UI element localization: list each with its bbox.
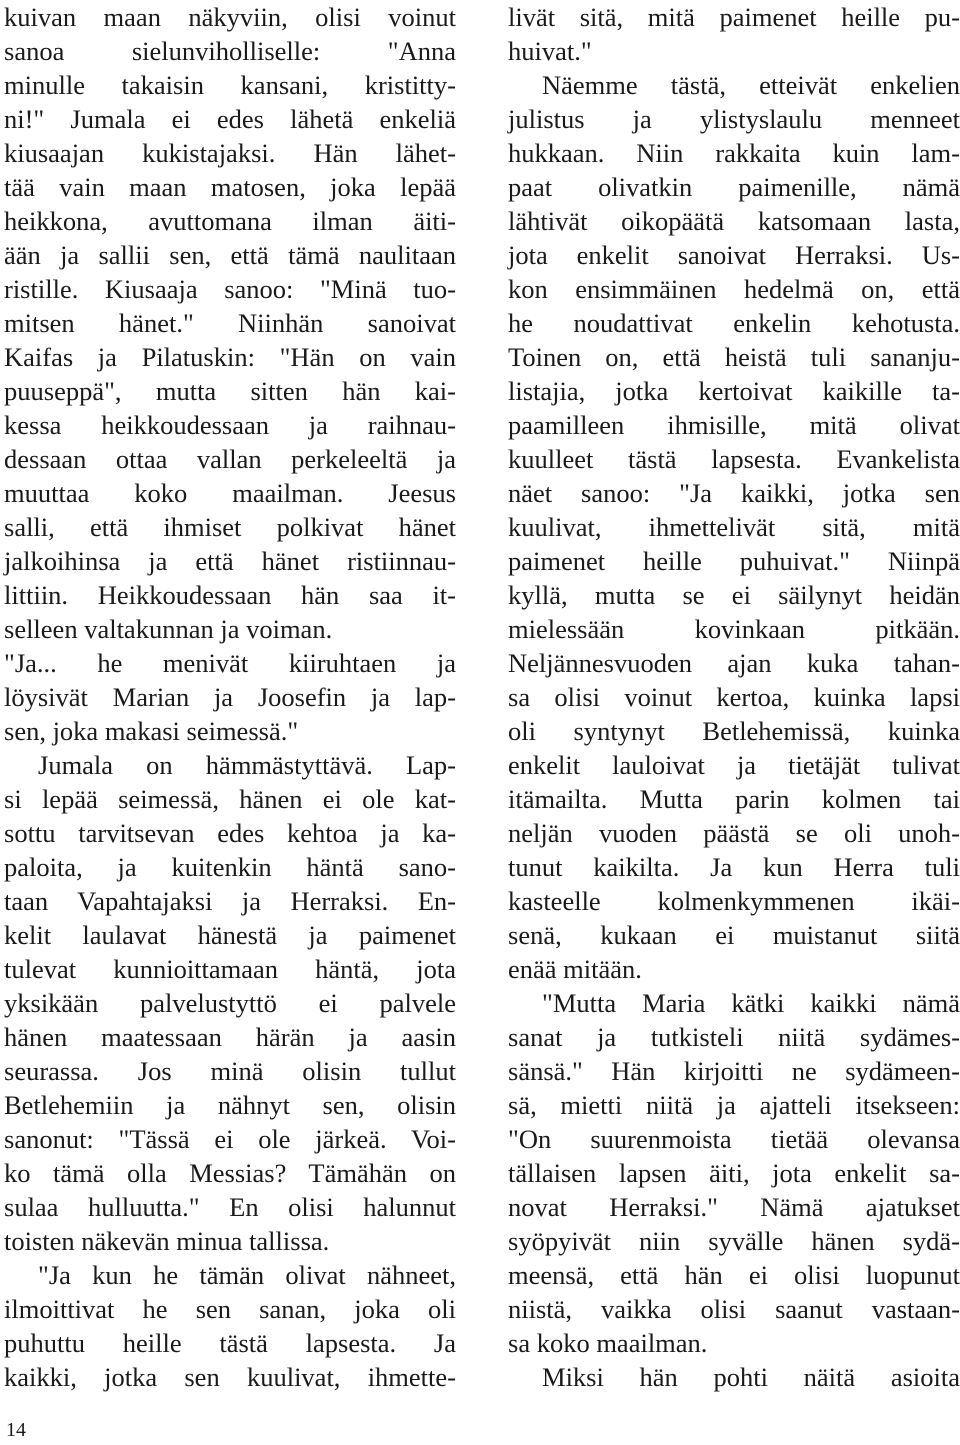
text-line: hukkaan. Niin rakkaita kuin lam-: [508, 138, 960, 168]
text-line: he noudattivat enkelin kehotusta.: [508, 308, 960, 338]
text-line: sanonut: "Tässä ei ole järkeä. Voi-: [4, 1124, 456, 1154]
text-line: oli syntynyt Betlehemissä, kuinka: [508, 716, 960, 746]
text-line: itämailta. Mutta parin kolmen tai: [508, 784, 960, 814]
text-line: taan Vapahtajaksi ja Herraksi. En-: [4, 886, 456, 916]
text-line: minulle takaisin kansani, kristitty-: [4, 70, 456, 100]
text-line: paat olivatkin paimenille, nämä: [508, 172, 960, 202]
text-line: näet sanoo: "Ja kaikki, jotka sen: [508, 478, 960, 508]
text-line: sanoa sielunviholliselle: "Anna: [4, 36, 456, 66]
text-line: Jumala on hämmästyttävä. Lap-: [38, 750, 456, 780]
text-line: kon ensimmäinen hedelmä on, että: [508, 274, 960, 304]
text-line: julistus ja ylistyslaulu menneet: [508, 104, 960, 134]
text-line: hänen maatessaan härän ja aasin: [4, 1022, 456, 1052]
text-line: novat Herraksi." Nämä ajatukset: [508, 1192, 960, 1222]
text-line: Kaifas ja Pilatuskin: "Hän on vain: [4, 342, 456, 372]
text-line: sen, joka makasi seimessä.": [4, 716, 299, 746]
text-line: jota enkelit sanoivat Herraksi. Us-: [508, 240, 960, 270]
text-line: paloita, ja kuitenkin häntä sano-: [4, 852, 456, 882]
text-line: ilmoittivat he sen sanan, joka oli: [4, 1294, 456, 1324]
text-line: tunut kaikilta. Ja kun Herra tuli: [508, 852, 960, 882]
text-line: Betlehemiin ja nähnyt sen, olisin: [4, 1090, 456, 1120]
text-line: Neljännesvuoden ajan kuka tahan-: [508, 648, 960, 678]
text-line: heikkona, avuttomana ilman äiti-: [4, 206, 456, 236]
text-line: "Mutta Maria kätki kaikki nämä: [542, 988, 960, 1018]
text-line: Toinen on, että heistä tuli sananju-: [508, 342, 960, 372]
text-line: ään ja sallii sen, että tämä naulitaan: [4, 240, 456, 270]
text-line: ko tämä olla Messias? Tämähän on: [4, 1158, 456, 1188]
text-line: salli, että ihmiset polkivat hänet: [4, 512, 456, 542]
text-line: Miksi hän pohti näitä asioita: [542, 1362, 960, 1392]
text-line: kessa heikkoudessaan ja raihnau-: [4, 410, 456, 440]
text-line: kaikki, jotka sen kuulivat, ihmette-: [4, 1362, 456, 1392]
text-line: sanat ja tutkisteli niitä sydämes-: [508, 1022, 960, 1052]
text-line: enkelit lauloivat ja tietäjät tulivat: [508, 750, 960, 780]
page-number: 14: [6, 1419, 26, 1441]
text-line: lähtivät oikopäätä katsomaan lasta,: [508, 206, 960, 236]
text-line: puhuttu heille tästä lapsesta. Ja: [4, 1328, 456, 1358]
text-line: "Ja... he menivät kiiruhtaen ja: [4, 648, 456, 678]
text-line: ni!" Jumala ei edes lähetä enkeliä: [4, 104, 456, 134]
left-text-column: [4, 0, 456, 1394]
text-line: "Ja kun he tämän olivat nähneet,: [38, 1260, 456, 1290]
text-line: Näemme tästä, etteivät enkelien: [542, 70, 960, 100]
text-line: livät sitä, mitä paimenet heille pu-: [508, 2, 960, 32]
text-line: toisten näkevän minua tallissa.: [4, 1226, 330, 1256]
text-line: si lepää seimessä, hänen ei ole kat-: [4, 784, 456, 814]
text-line: sulaa hulluutta." En olisi halunnut: [4, 1192, 456, 1222]
text-line: syöpyivät niin syvälle hänen sydä-: [508, 1226, 960, 1256]
text-line: senä, kukaan ei muistanut siitä: [508, 920, 960, 950]
text-line: sa koko maailman.: [508, 1328, 708, 1358]
text-line: mitsen hänet." Niinhän sanoivat: [4, 308, 456, 338]
text-line: ristille. Kiusaaja sanoo: "Minä tuo-: [4, 274, 456, 304]
text-line: kuivan maan näkyviin, olisi voinut: [4, 2, 456, 32]
text-line: muuttaa koko maailman. Jeesus: [4, 478, 456, 508]
text-line: kasteelle kolmenkymmenen ikäi-: [508, 886, 960, 916]
text-line: sänsä." Hän kirjoitti ne sydämeen-: [508, 1056, 960, 1086]
text-line: huivat.": [508, 36, 592, 66]
text-line: niistä, vaikka olisi saanut vastaan-: [508, 1294, 960, 1324]
text-line: sottu tarvitsevan edes kehtoa ja ka-: [4, 818, 456, 848]
text-line: kyllä, mutta se ei säilynyt heidän: [508, 580, 960, 610]
text-line: littiin. Heikkoudessaan hän saa it-: [4, 580, 456, 610]
text-line: paimenet heille puhuivat." Niinpä: [508, 546, 960, 576]
text-line: enää mitään.: [508, 954, 642, 984]
text-line: kiusaajan kukistajaksi. Hän lähet-: [4, 138, 456, 168]
text-line: puuseppä", mutta sitten hän kai-: [4, 376, 456, 406]
right-text-column: [508, 0, 960, 1394]
text-line: jalkoihinsa ja että hänet ristiinnau-: [4, 546, 456, 576]
text-line: meensä, että hän ei olisi luopunut: [508, 1260, 960, 1290]
text-line: kelit laulavat hänestä ja paimenet: [4, 920, 456, 950]
text-line: dessaan ottaa vallan perkeleeltä ja: [4, 444, 456, 474]
text-line: sa olisi voinut kertoa, kuinka lapsi: [508, 682, 960, 712]
text-line: yksikään palvelustyttö ei palvele: [4, 988, 456, 1018]
text-line: selleen valtakunnan ja voiman.: [4, 614, 333, 644]
text-line: löysivät Marian ja Joosefin ja lap-: [4, 682, 456, 712]
text-line: kuulleet tästä lapsesta. Evankelista: [508, 444, 960, 474]
text-line: tulevat kunnioittamaan häntä, jota: [4, 954, 456, 984]
text-line: tällaisen lapsen äiti, jota enkelit sa-: [508, 1158, 960, 1188]
text-line: tää vain maan matosen, joka lepää: [4, 172, 456, 202]
text-line: listajia, jotka kertoivat kaikille ta-: [508, 376, 960, 406]
text-line: neljän vuoden päästä se oli unoh-: [508, 818, 960, 848]
text-line: sä, mietti niitä ja ajatteli itsekseen:: [508, 1090, 960, 1120]
text-line: "On suurenmoista tietää olevansa: [508, 1124, 960, 1154]
text-line: kuulivat, ihmettelivät sitä, mitä: [508, 512, 960, 542]
text-line: paamilleen ihmisille, mitä olivat: [508, 410, 960, 440]
text-line: mielessään kovinkaan pitkään.: [508, 614, 960, 644]
text-line: seurassa. Jos minä olisin tullut: [4, 1056, 456, 1086]
